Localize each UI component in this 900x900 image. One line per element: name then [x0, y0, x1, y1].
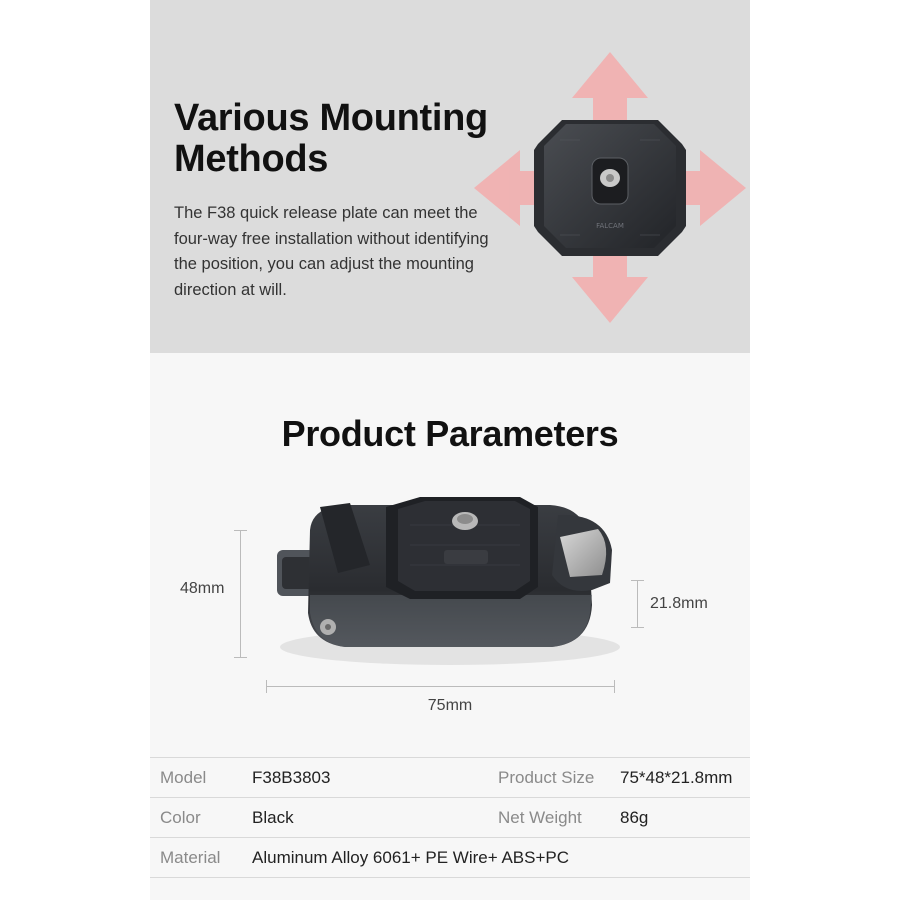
color-label: Color: [160, 808, 201, 827]
quick-release-clamp-image: [220, 495, 650, 725]
model-value: F38B3803: [252, 768, 331, 787]
spec-table: [150, 757, 750, 878]
model-label: Model: [160, 768, 207, 787]
color-value: Black: [252, 808, 294, 827]
thickness-dimension-label: 21.8mm: [650, 595, 708, 612]
product-size-label: Product Size: [498, 768, 595, 787]
net-weight-value: 86g: [620, 808, 649, 827]
height-dimension-label: 48mm: [180, 580, 225, 597]
spec-row: [150, 757, 750, 797]
material-label: Material: [160, 848, 221, 867]
material-value: Aluminum Alloy 6061+ PE Wire+ ABS+PC: [252, 848, 570, 867]
plate-body: [534, 120, 686, 256]
mounting-section: [150, 0, 750, 353]
title-line-1: Various Mounting: [174, 97, 488, 139]
product-card: [150, 0, 750, 900]
width-dimension-label: 75mm: [427, 697, 473, 714]
section-title: [174, 98, 514, 180]
parameters-title: Product Parameters: [281, 413, 619, 454]
spec-row: [150, 797, 750, 837]
quick-release-plate-image: [470, 50, 750, 330]
section-description: The F38 quick release plate can meet the four-way free installation without identifying the position, you can adjust the mounting direction at will.: [174, 204, 489, 299]
svg-text:FALCAM: FALCAM: [596, 222, 624, 230]
title-line-2: Methods: [174, 138, 329, 180]
spec-row: [150, 837, 750, 878]
product-size-value: 75*48*21.8mm: [620, 768, 733, 787]
net-weight-label: Net Weight: [498, 808, 582, 827]
